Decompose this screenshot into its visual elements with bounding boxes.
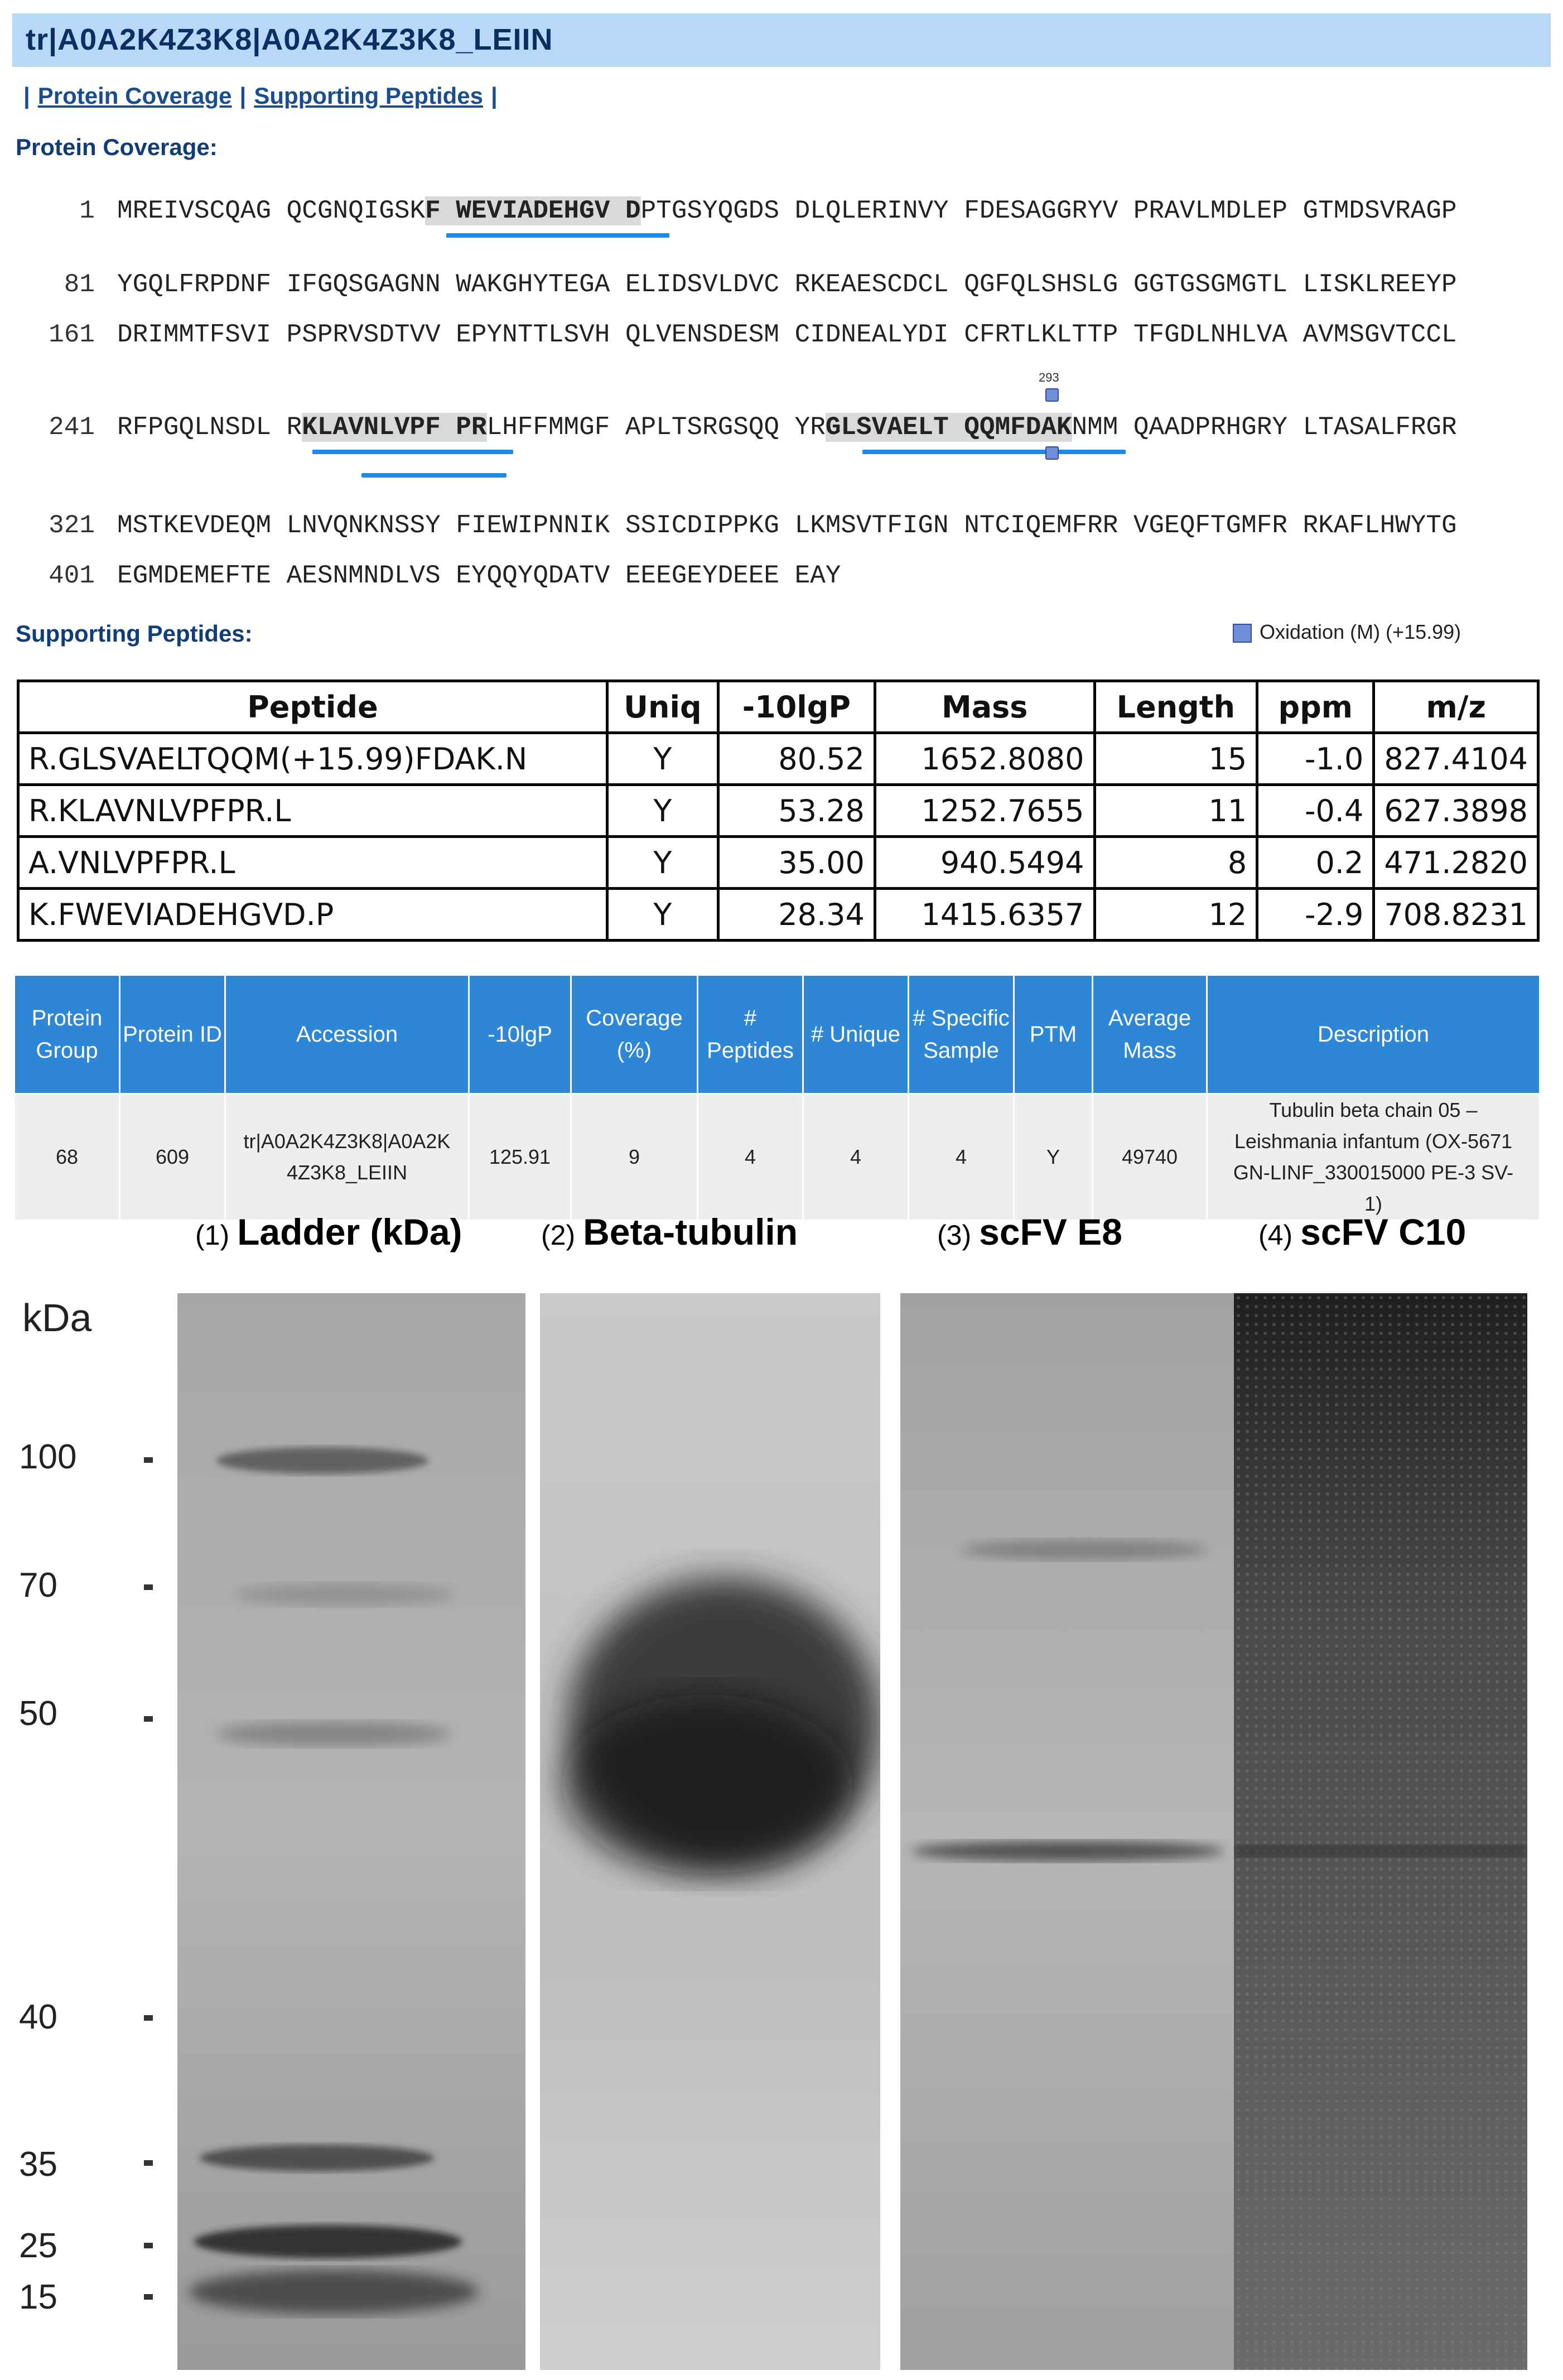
peptide-table — [17, 680, 1540, 942]
table-row[interactable] — [15, 1094, 1540, 1221]
lane-title — [541, 1211, 798, 1253]
sequence-text: EGMDEMEFTE AESNMNDLVS EYQQYQDATV EEEGEYDEEE EAY — [117, 561, 841, 590]
sequence-text: DRIMMTFSVI PSPRVSDTVV EPYNTTLSVH QLVENSDESM CIDNEALYDI CFRTLKLTTP TFGDLNHLVA AVMSGVTCCL — [117, 320, 1457, 349]
ppm-cell: 0.2 — [1257, 837, 1374, 889]
lane-number: (4) — [1258, 1220, 1293, 1251]
table-row[interactable] — [18, 837, 1538, 889]
blot-lane-ladder — [177, 1293, 525, 2370]
lane-number: (1) — [195, 1220, 230, 1251]
peptide-cell: K.FWEVIADEHGVD.P — [18, 889, 607, 941]
lane-label: Ladder (kDa) — [237, 1211, 462, 1252]
protein-title: tr|A0A2K4Z3K8|A0A2K4Z3K8_LEIIN — [26, 23, 553, 56]
mw-tick — [144, 2294, 153, 2300]
sequence-text: NMM QAADPRHGRY LTASALFRGR — [1072, 413, 1457, 442]
score-cell: 35.00 — [718, 837, 875, 889]
protein-coverage-heading: Protein Coverage: — [16, 134, 218, 160]
column-header[interactable]: # Specific Sample — [909, 975, 1014, 1094]
table-row[interactable] — [18, 733, 1538, 785]
coverage-cell: 9 — [571, 1094, 698, 1221]
sequence-line — [22, 270, 1457, 299]
peptide-underline — [862, 450, 1126, 454]
table-header-row — [15, 975, 1540, 1094]
score-cell: 125.91 — [469, 1094, 571, 1221]
sequence-line — [22, 320, 1457, 349]
mass-cell: 1652.8080 — [875, 733, 1094, 785]
column-header[interactable]: -10lgP — [469, 975, 571, 1094]
blot-lane-scfv-e8 — [900, 1293, 1235, 2370]
average-mass-cell: 49740 — [1093, 1094, 1207, 1221]
mass-cell: 940.5494 — [875, 837, 1094, 889]
mass-cell: 1415.6357 — [875, 889, 1094, 941]
sequence-line — [22, 196, 1457, 225]
column-header[interactable]: # Unique — [803, 975, 909, 1094]
mz-cell: 827.4104 — [1374, 733, 1538, 785]
column-header[interactable]: ppm — [1257, 681, 1374, 733]
sequence-position: 1 — [79, 196, 95, 225]
nav-separator: | — [490, 83, 498, 109]
covered-peptide[interactable]: KLAVNLVPF PR — [302, 413, 487, 442]
lane-label: scFV E8 — [979, 1211, 1122, 1252]
ptm-oxidation-marker[interactable] — [1045, 446, 1059, 460]
sequence-position: 401 — [49, 561, 95, 590]
mw-label: 15 — [19, 2278, 57, 2316]
mw-tick — [144, 2015, 153, 2021]
lane-number: (2) — [541, 1220, 576, 1251]
ptm-legend-label: Oxidation (M) (+15.99) — [1260, 620, 1461, 643]
lane-number: (3) — [937, 1220, 972, 1251]
peptide-cell: R.KLAVNLVPFPR.L — [18, 785, 607, 837]
sequence-text: RFPGQLNSDL R — [117, 413, 302, 442]
sequence-position: 241 — [49, 413, 95, 442]
ptm-cell: Y — [1014, 1094, 1093, 1221]
column-header[interactable]: Coverage (%) — [571, 975, 698, 1094]
length-cell: 11 — [1094, 785, 1257, 837]
sequence-text: YGQLFRPDNF IFGQSGAGNN WAKGHYTEGA ELIDSVLDVC RKEAESCDCL QGFQLSHSLG GGTGSGMGTL LISKLREEYP — [117, 270, 1457, 299]
column-header[interactable]: Uniq — [607, 681, 718, 733]
mw-tick — [144, 2160, 153, 2166]
protein-group-cell: 68 — [15, 1094, 120, 1221]
sequence-line — [22, 561, 841, 590]
score-cell: 80.52 — [718, 733, 875, 785]
protein-coverage-link[interactable]: Protein Coverage — [37, 83, 232, 109]
mz-cell: 708.8231 — [1374, 889, 1538, 941]
ptm-position-label: 293 — [1039, 370, 1059, 384]
peptide-underline — [361, 473, 506, 478]
mz-cell: 627.3898 — [1374, 785, 1538, 837]
length-cell: 15 — [1094, 733, 1257, 785]
blot-lane-beta-tubulin — [540, 1293, 880, 2370]
protein-table — [13, 974, 1541, 1221]
unique-cell: 4 — [803, 1094, 909, 1221]
table-row[interactable] — [18, 889, 1538, 941]
peptide-cell: A.VNLVPFPR.L — [18, 837, 607, 889]
accession-cell[interactable]: tr|A0A2K4Z3K8|A0A2K 4Z3K8_LEIIN — [225, 1094, 469, 1221]
uniq-cell: Y — [607, 889, 718, 941]
column-header[interactable]: Length — [1094, 681, 1257, 733]
mz-cell: 471.2820 — [1374, 837, 1538, 889]
ppm-cell: -0.4 — [1257, 785, 1374, 837]
mw-axis-unit: kDa — [22, 1296, 92, 1340]
description-cell: Tubulin beta chain 05 – Leishmania infantum (OX-5671 GN-LINF_330015000 PE-3 SV-1) — [1207, 1094, 1540, 1221]
score-cell: 53.28 — [718, 785, 875, 837]
peptide-underline — [312, 450, 513, 454]
sequence-line — [22, 413, 1457, 442]
mw-tick — [144, 1584, 153, 1590]
supporting-peptides-link[interactable]: Supporting Peptides — [254, 83, 483, 109]
mw-tick — [144, 1716, 153, 1722]
mw-label: 25 — [19, 2227, 57, 2265]
column-header[interactable]: PTM — [1014, 975, 1093, 1094]
length-cell: 12 — [1094, 889, 1257, 941]
covered-peptide[interactable]: F WEVIADEHGV D — [425, 196, 641, 225]
sequence-text: LHFFMMGF APLTSRGSQQ YR — [486, 413, 826, 442]
column-header[interactable]: m/z — [1374, 681, 1538, 733]
peptide-underline — [446, 233, 669, 238]
specific-sample-cell: 4 — [909, 1094, 1014, 1221]
column-header[interactable]: Average Mass — [1093, 975, 1207, 1094]
table-row[interactable] — [18, 785, 1538, 837]
column-header[interactable]: -10lgP — [718, 681, 875, 733]
peptide-cell: R.GLSVAELTQQM(+15.99)FDAK.N — [18, 733, 607, 785]
ppm-cell: -1.0 — [1257, 733, 1374, 785]
lane-label: scFV C10 — [1300, 1211, 1466, 1252]
protein-header-bar — [12, 13, 1551, 67]
protein-id-cell: 609 — [120, 1094, 225, 1221]
mw-tick — [144, 2243, 153, 2248]
sequence-text: MSTKEVDEQM LNVQNKNSSY FIEWIPNNIK SSICDIPPKG LKMSVTFIGN NTCIQEMFRR VGEQFTGMFR RKAFLHWYTG — [117, 511, 1457, 540]
ptm-legend — [1233, 620, 1461, 644]
score-cell: 28.34 — [718, 889, 875, 941]
mw-label: 70 — [19, 1566, 57, 1605]
column-header[interactable]: Protein ID — [120, 975, 225, 1094]
mw-tick — [144, 1457, 153, 1463]
mw-label: 100 — [19, 1438, 77, 1476]
table-header-row — [18, 681, 1538, 733]
lane-title — [1258, 1211, 1466, 1253]
column-header[interactable]: # Peptides — [698, 975, 803, 1094]
nav-separator: | — [23, 83, 30, 109]
lane-title — [937, 1211, 1122, 1253]
uniq-cell: Y — [607, 785, 718, 837]
ptm-oxidation-marker[interactable] — [1045, 388, 1059, 402]
mass-cell: 1252.7655 — [875, 785, 1094, 837]
ppm-cell: -2.9 — [1257, 889, 1374, 941]
column-header[interactable]: Description — [1207, 975, 1540, 1094]
sequence-position: 321 — [49, 511, 95, 540]
lane-title — [195, 1211, 462, 1253]
uniq-cell: Y — [607, 837, 718, 889]
lane-label: Beta-tubulin — [583, 1211, 798, 1252]
column-header[interactable]: Accession — [225, 975, 469, 1094]
mw-label: 40 — [19, 1998, 57, 2036]
nav-separator: | — [239, 83, 247, 109]
sequence-position: 161 — [49, 320, 95, 349]
column-header[interactable]: Protein Group — [15, 975, 120, 1094]
mw-label: 50 — [19, 1694, 57, 1733]
length-cell: 8 — [1094, 837, 1257, 889]
covered-peptide[interactable]: GLSVAELT QQMFDAK — [825, 413, 1072, 442]
sequence-line — [22, 511, 1457, 540]
section-nav — [16, 83, 505, 109]
column-header[interactable]: Peptide — [18, 681, 607, 733]
peptides-cell: 4 — [698, 1094, 803, 1221]
sequence-position: 81 — [64, 270, 95, 299]
column-header[interactable]: Mass — [875, 681, 1094, 733]
mw-label: 35 — [19, 2145, 57, 2184]
blot-lane-scfv-c10 — [1234, 1293, 1527, 2370]
supporting-peptides-heading: Supporting Peptides: — [16, 620, 253, 647]
uniq-cell: Y — [607, 733, 718, 785]
oxidation-legend-icon — [1233, 624, 1252, 643]
sequence-text: MREIVSCQAG QCGNQIGSK — [117, 196, 426, 225]
sequence-text: PTGSYQGDS DLQLERINVY FDESAGGRYV PRAVLMDLEP GTMDSVRAGP — [640, 196, 1457, 225]
